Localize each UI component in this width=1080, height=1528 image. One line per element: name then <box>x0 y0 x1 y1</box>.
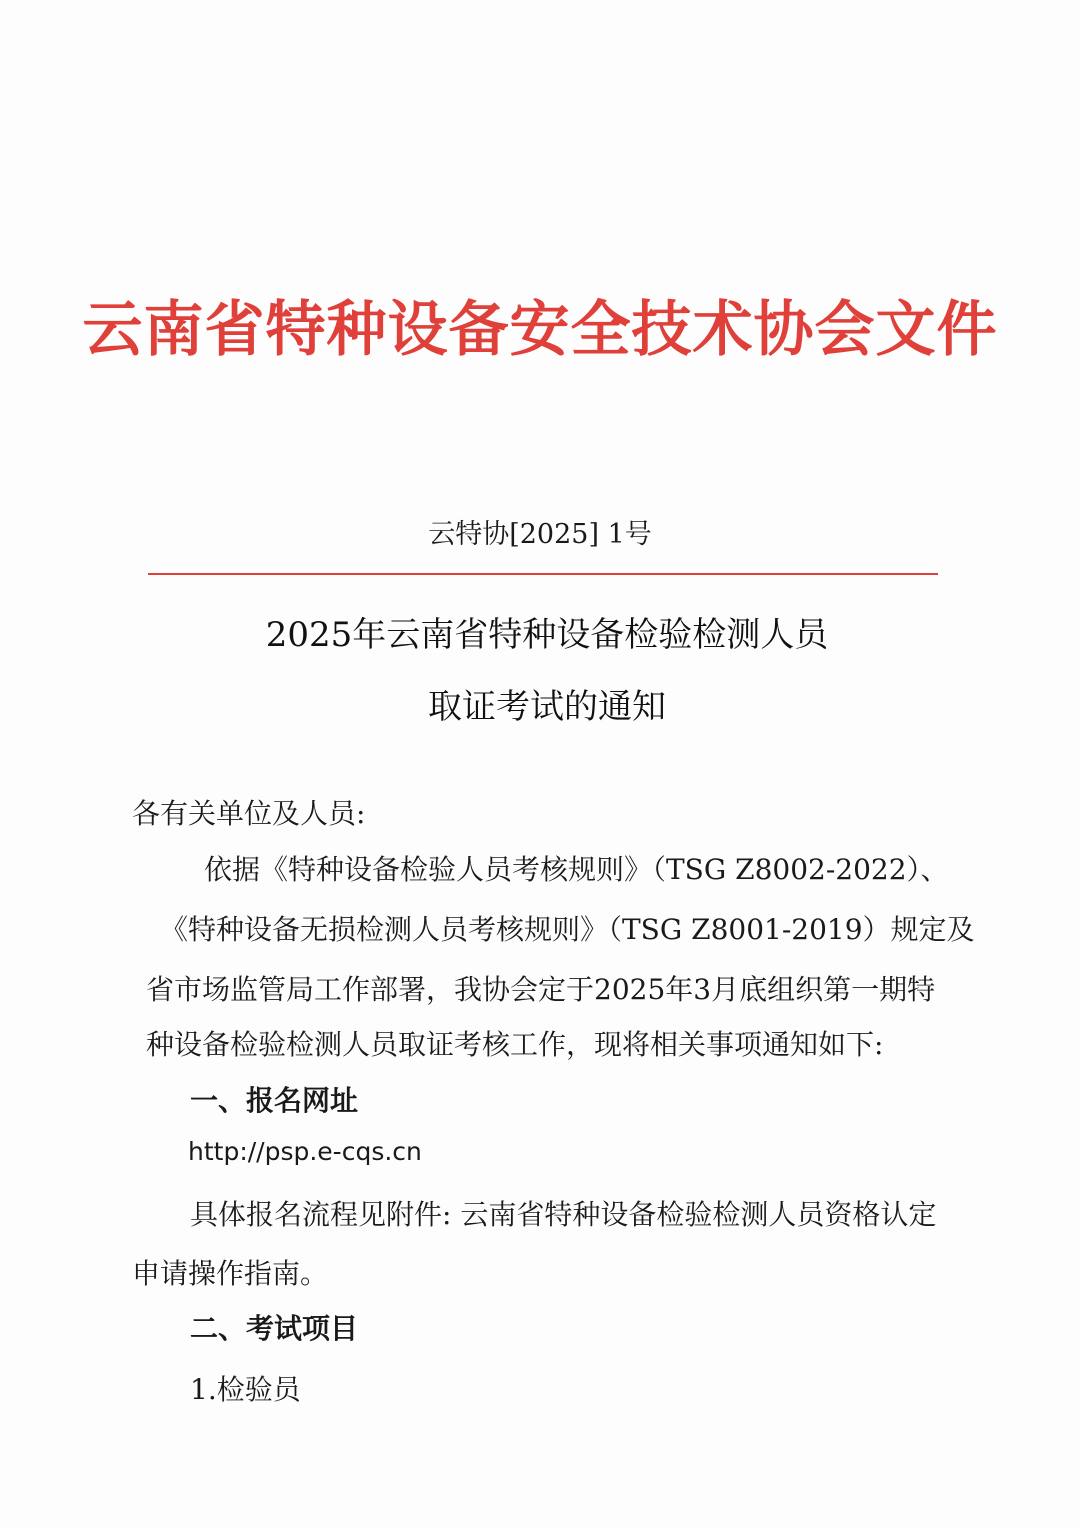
red-divider <box>148 573 938 575</box>
org-header-title: 云南省特种设备安全技术协会文件 <box>82 295 998 365</box>
notice-title-line-1: 2025年云南省特种设备检验检测人员 <box>265 615 829 655</box>
exam-item: 1.检验员 <box>190 1373 301 1406</box>
document-number: 云特协[2025] 1号 <box>428 519 652 550</box>
section-heading-exam-items: 二、考试项目 <box>190 1312 359 1345</box>
registration-url-link[interactable]: http://psp.e-cqs.cn <box>188 1137 422 1166</box>
salutation: 各有关单位及人员: <box>132 797 366 830</box>
body-paragraph-line: 依据《特种设备检验人员考核规则》（TSG Z8002-2022）、 <box>204 853 949 886</box>
notice-title-line-2: 取证考试的通知 <box>428 687 666 727</box>
body-paragraph-line: 省市场监管局工作部署，我协会定于2025年3月底组织第一期特 <box>146 973 936 1006</box>
registration-flow-line: 申请操作指南。 <box>132 1257 329 1290</box>
body-paragraph-line: 《特种设备无损检测人员考核规则》（TSG Z8001-2019）规定及 <box>160 913 975 946</box>
body-paragraph-line: 种设备检验检测人员取证考核工作，现将相关事项通知如下: <box>146 1028 884 1061</box>
registration-flow-line: 具体报名流程见附件: 云南省特种设备检验检测人员资格认定 <box>190 1198 937 1231</box>
section-heading-registration-url: 一、报名网址 <box>190 1084 359 1117</box>
